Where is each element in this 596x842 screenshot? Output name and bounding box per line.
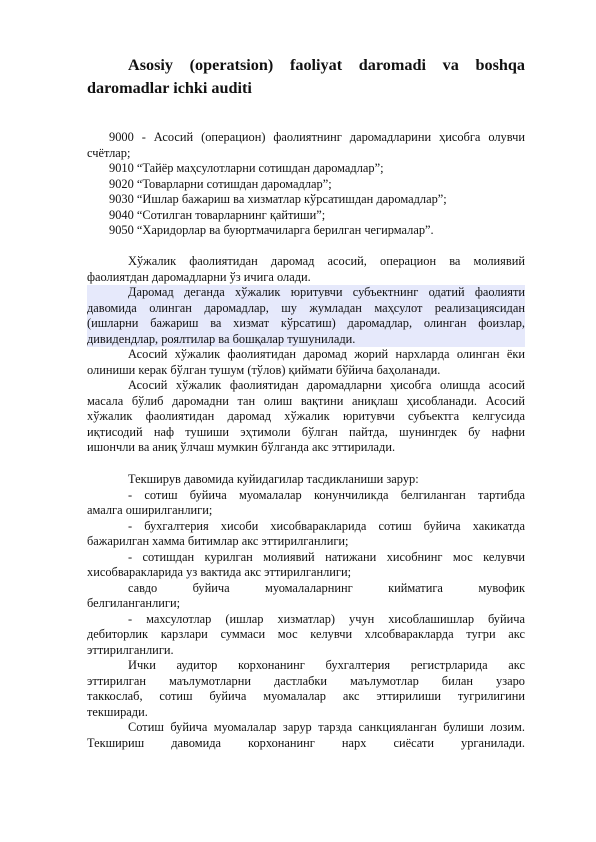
paragraph-line: масала бўлиб даромадни тан олиш вақтини аниқлаш ҳисобланади. Асосий — [87, 393, 525, 408]
paragraph-line: Сотиш буйича муомалалар зарур тарзда санкцияланган булиши лозим. — [128, 720, 525, 734]
highlighted-line: дивидендлар, роялтилар ва бошқалар тушунилади. — [87, 332, 525, 348]
audit-line: савдо буйича муомалаларнинг кийматига мувофик — [128, 580, 525, 595]
account-line: 9040 “Сотилган товарларнинг қайтиши”; — [109, 207, 326, 222]
paragraph-line: Хўжалик фаолиятидан даромад асосий, операцион ва молиявий — [128, 254, 525, 268]
account-line: 9050 “Харидорлар ва буюртмачиларга берилган чегирмалар”. — [109, 223, 434, 237]
highlighted-line: Даромад деганда хўжалик юритувчи субъектнинг одатий фаолияти — [87, 285, 525, 301]
audit-line: эттирилганлиги. — [87, 642, 174, 657]
paragraph-line: Асосий хўжалик фаолиятидан даромад жорий нархларда олинган ёки — [128, 347, 525, 361]
audit-intro: Текширув давомида куйидагилар тасдикланиши зарур: — [128, 472, 419, 486]
account-line: 9010 “Тайёр маҳсулотларни сотишдан даромадлар”; — [109, 161, 384, 175]
paragraph-line: хўжалик фаолиятидан даромад хўжалик юритувчи субъектга келгусида — [87, 409, 525, 423]
highlighted-line: давомида олинган даромадлар, шу жумладан маҳсулот реализациясидан — [87, 300, 525, 315]
paragraph-line: эттирилган маълумотларни дастлабки маълумотлар билан узаро — [87, 673, 525, 688]
audit-line: - сотиш буйича муомалалар конунчиликда белгиланган тартибда — [128, 487, 525, 502]
paragraph-line: таккослаб, сотиш буйича муомалалар акс эттирилиши тугрилигини — [87, 689, 525, 703]
highlighted-line: (ишларни бажариш ва хизмат кўрсатиш) даромадлар, олинган фоизлар, — [87, 316, 525, 330]
audit-line: амалга оширилганлиги; — [87, 503, 213, 517]
audit-line: - махсулотлар (ишлар хизматлар) учун хисоблашишлар буйича — [128, 611, 525, 626]
audit-line: белгиланганлиги; — [87, 596, 181, 610]
audit-line: бажарилган хамма битимлар акс эттирилганлиги; — [87, 534, 349, 548]
paragraph-line: фаолиятдан даромадларни ўз ичига олади. — [87, 269, 311, 284]
paragraph-line: иқтисодий наф тушиши эҳтимоли бўлган пайтда, шунингдек бу нафни — [87, 424, 525, 439]
audit-line: хисобваракларида уз вактида акс эттирилганлиги; — [87, 565, 352, 579]
paragraph-line: олиниши керак бўлган тушум (тўлов) қиймати бўйича баҳоланади. — [87, 362, 441, 377]
audit-line: дебиторлик карзлари суммаси мос келувчи хлсобваракларда тугри акс — [87, 627, 525, 641]
account-line: 9000 - Асосий (операцион) фаолиятнинг даромадларини ҳисобга олувчи — [109, 130, 525, 144]
paragraph-line: Асосий хўжалик фаолиятидан даромадларни ҳисобга олишда асосий — [128, 378, 525, 392]
document-title: Asosiy (operatsion) faoliyat daromadi va boshqa daromadlar ichki auditi — [87, 56, 525, 97]
paragraph-line: Текшириш давомида корхонанинг нарх сиёсати урганилади. — [87, 735, 525, 750]
audit-line: - сотишдан курилган молиявий натижани хисобнинг мос келувчи — [128, 549, 525, 564]
paragraph-line: текширади. — [87, 704, 148, 719]
account-line: 9030 “Ишлар бажариш ва хизматлар кўрсатишдан даромадлар”; — [109, 192, 447, 206]
paragraph-line: Ички аудитор корхонанинг бухгалтерия регистрларида акс — [128, 658, 525, 672]
paragraph-line: ишончли ва аниқ ўлчаш мумкин бўлганда акс эттирилади. — [87, 440, 396, 454]
account-line: счётлар; — [87, 145, 131, 160]
account-line: 9020 “Товарларни сотишдан даромадлар”; — [109, 176, 332, 191]
audit-line: - бухгалтерия хисоби хисобваракларида сотиш буйича хакикатда — [128, 518, 525, 533]
